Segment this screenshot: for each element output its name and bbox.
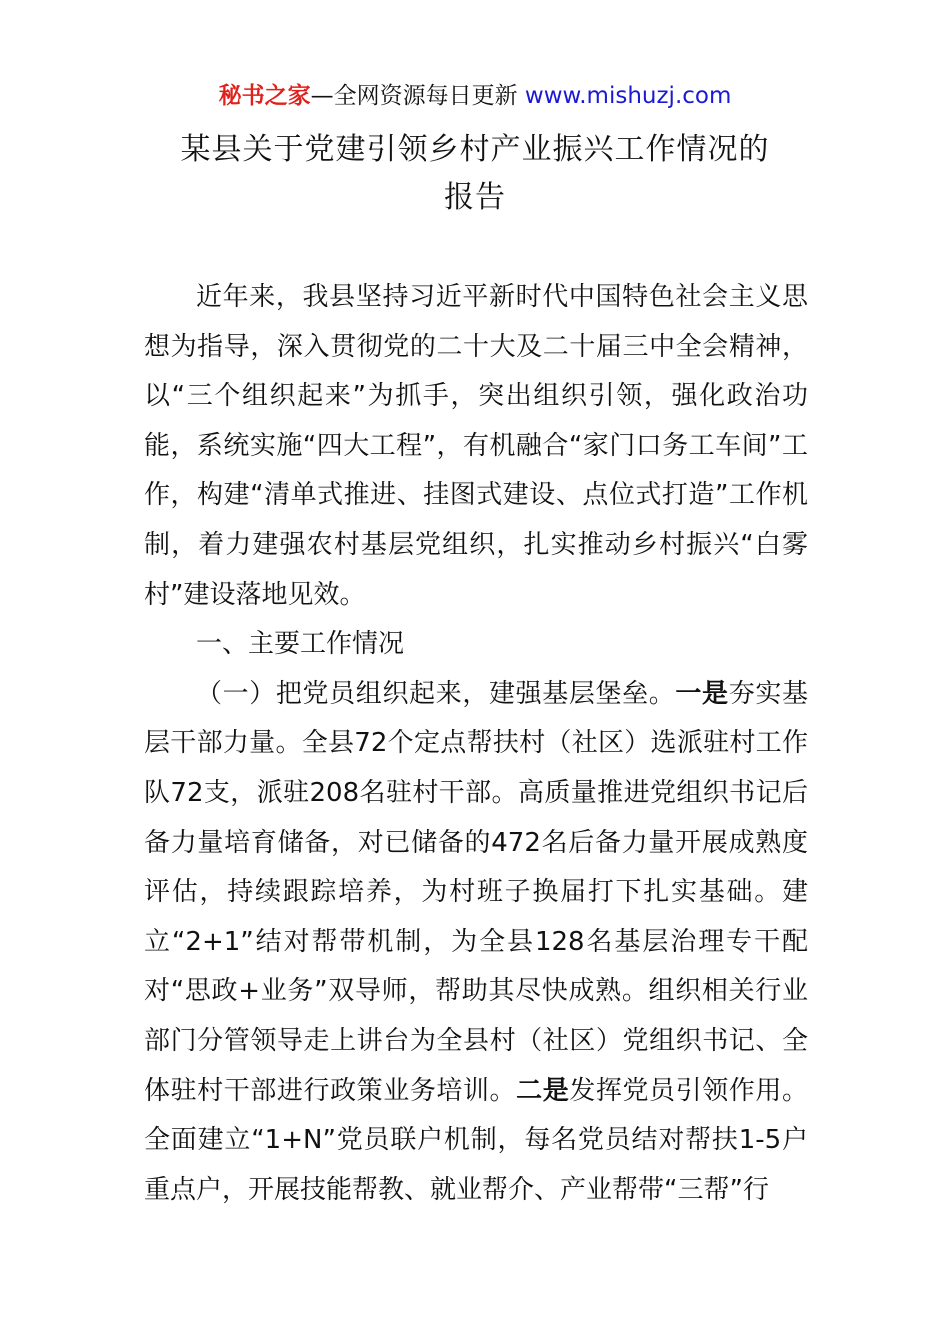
- point-text: 夯实基层干部力量。全县72个定点帮扶村（社区）选派驻村工作队72支，派驻208名驻村干部。高质量推进党组织书记后备力量培育储备，对已储备的472名后备力量开展成熟度评估，持续跟踪培养，为村班子换届打下扎实基础。建立“2+1”结对帮带机制，为全县128名基层治理专干配对“思政+业务”双导师，帮助其尽快成熟。组织相关行业部门分管领导走上讲台为全县村（社区）党组织书记、全体驻村干部进行政策业务培训。: [144, 678, 808, 1106]
- title-line-1: 某县关于党建引领乡村产业振兴工作情况的: [180, 132, 770, 167]
- brand-name: 秘书之家: [218, 83, 311, 109]
- document-title: [100, 126, 850, 222]
- site-url-link[interactable]: www.mishuzj.com: [524, 83, 732, 109]
- document-body: [144, 273, 808, 1215]
- point-label: 一是: [675, 678, 729, 709]
- point-label: 二是: [516, 1075, 570, 1106]
- body-paragraph: [144, 670, 808, 1216]
- site-banner: [0, 80, 950, 112]
- subsection-heading: （一）把党员组织起来，建强基层堡垒。: [196, 678, 676, 709]
- title-line-2: 报告: [444, 180, 506, 215]
- section-heading: 一、主要工作情况: [196, 629, 405, 660]
- point-text: 发挥党员引领作用。全面建立“1+N”党员联户机制，每名党员结对帮扶1-5户重点户，开展技能帮教、就业帮介、产业帮带“三帮”行: [144, 1075, 808, 1205]
- banner-tagline: —全网资源每日更新: [310, 83, 525, 109]
- intro-paragraph: 近年来，我县坚持习近平新时代中国特色社会主义思想为指导，深入贯彻党的二十大及二十届三中全会精神，以“三个组织起来”为抓手，突出组织引领，强化政治功能，系统实施“四大工程”，有机融合“家门口务工车间”工作，构建“清单式推进、挂图式建设、点位式打造”工作机制，着力建强农村基层党组织，扎实推动乡村振兴“白雾村”建设落地见效。: [144, 282, 808, 610]
